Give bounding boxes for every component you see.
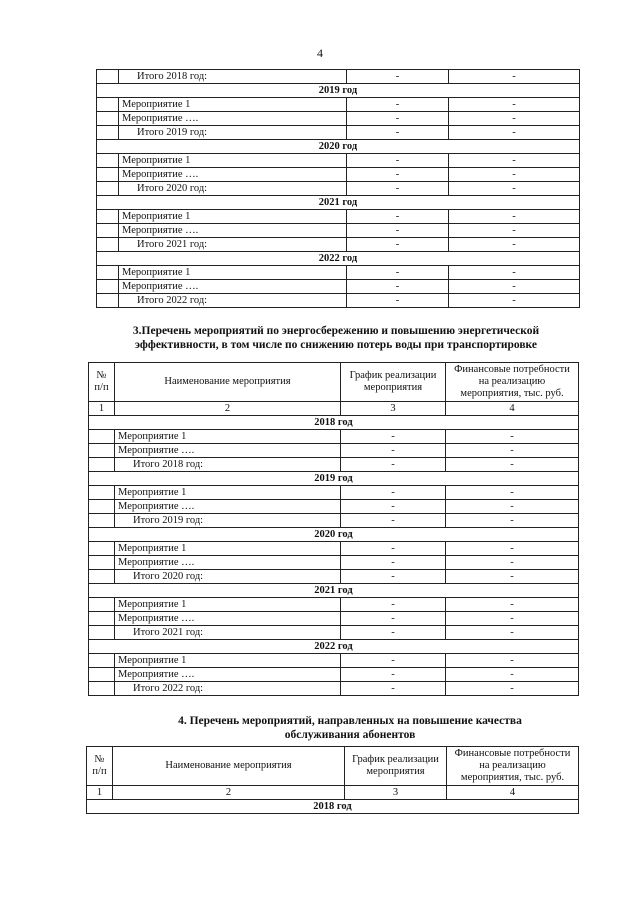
table-row (97, 280, 580, 294)
year-label: 2022 год (89, 640, 579, 654)
table-row (97, 98, 580, 112)
row-finance: - (446, 514, 579, 528)
row-name: Мероприятие 1 (119, 98, 347, 112)
table-row (89, 668, 579, 682)
row-name: Мероприятие 1 (119, 154, 347, 168)
row-finance: - (446, 654, 579, 668)
row-finance: - (446, 626, 579, 640)
year-row (97, 84, 580, 98)
row-finance: - (449, 98, 580, 112)
row-name: Мероприятие …. (115, 556, 341, 570)
row-finance: - (449, 294, 580, 308)
row-schedule: - (347, 210, 449, 224)
table-row (97, 266, 580, 280)
header-finance: Финансовые потребности на реализацию мероприятия, тыс. руб. (447, 747, 579, 786)
header-name: Наименование мероприятия (115, 363, 341, 402)
row-name: Мероприятие …. (115, 612, 341, 626)
row-schedule: - (347, 294, 449, 308)
year-label: 2021 год (97, 196, 580, 210)
row-name: Мероприятие …. (119, 112, 347, 126)
row-finance: - (446, 430, 579, 444)
row-name: Мероприятие …. (119, 280, 347, 294)
row-schedule: - (341, 486, 446, 500)
row-finance: - (446, 570, 579, 584)
row-name: Мероприятие …. (115, 668, 341, 682)
year-row (89, 640, 579, 654)
row-schedule: - (347, 182, 449, 196)
section-2-table-continuation (96, 69, 580, 308)
row-schedule: - (341, 626, 446, 640)
row-finance: - (446, 458, 579, 472)
row-name: Мероприятие …. (115, 444, 341, 458)
header-schedule: График реализации мероприятия (345, 747, 447, 786)
year-label: 2018 год (89, 416, 579, 430)
row-name: Итого 2022 год: (115, 682, 341, 696)
year-label: 2022 год (97, 252, 580, 266)
table-row (89, 486, 579, 500)
table-row (89, 682, 579, 696)
section-3-table (88, 362, 579, 696)
row-schedule: - (341, 444, 446, 458)
row-name: Мероприятие 1 (115, 654, 341, 668)
row-finance: - (449, 182, 580, 196)
row-schedule: - (341, 458, 446, 472)
table-row: Итого 2018 год: - - (97, 70, 580, 84)
year-label: 2018 год (87, 800, 579, 814)
row-finance: - (449, 238, 580, 252)
row-schedule: - (347, 266, 449, 280)
header-num: № п/п (87, 747, 113, 786)
row-name: Итого 2020 год: (115, 570, 341, 584)
year-row (89, 472, 579, 486)
year-label: 2019 год (97, 84, 580, 98)
table-row (89, 598, 579, 612)
row-name: Мероприятие …. (119, 168, 347, 182)
row-schedule: - (341, 654, 446, 668)
row-name: Мероприятие 1 (115, 598, 341, 612)
table-header-row (87, 747, 579, 786)
header-name: Наименование мероприятия (113, 747, 345, 786)
year-row (87, 800, 579, 814)
year-label: 2021 год (89, 584, 579, 598)
row-schedule: - (341, 570, 446, 584)
year-row (97, 196, 580, 210)
table-row (89, 500, 579, 514)
year-row (97, 252, 580, 266)
row-name: Итого 2021 год: (119, 238, 347, 252)
row-name: Итого 2022 год: (119, 294, 347, 308)
row-schedule: - (341, 430, 446, 444)
section-4-title: 4. Перечень мероприятий, направленных на повышение качества обслуживания абонентов (178, 715, 522, 741)
row-finance: - (449, 112, 580, 126)
row-schedule: - (347, 280, 449, 294)
table-header-row (89, 363, 579, 402)
year-row (89, 528, 579, 542)
page-number: 4 (317, 46, 323, 60)
table-row (89, 444, 579, 458)
row-schedule: - (347, 154, 449, 168)
header-schedule: График реализации мероприятия (341, 363, 446, 402)
year-label: 2020 год (89, 528, 579, 542)
row-schedule: - (341, 668, 446, 682)
year-label: 2020 год (97, 140, 580, 154)
table-row (89, 430, 579, 444)
table2-body (89, 416, 579, 696)
row-name: Итого 2018 год: (119, 70, 347, 84)
row-finance: - (446, 682, 579, 696)
table-row (97, 126, 580, 140)
table-row (89, 570, 579, 584)
year-row (97, 140, 580, 154)
row-finance: - (446, 486, 579, 500)
table-row (89, 542, 579, 556)
row-schedule: - (347, 224, 449, 238)
row-finance: - (446, 444, 579, 458)
header-finance: Финансовые потребности на реализацию мероприятия, тыс. руб. (446, 363, 579, 402)
row-finance: - (449, 224, 580, 238)
row-name: Мероприятие 1 (115, 542, 341, 556)
row-schedule: - (347, 112, 449, 126)
row-schedule: - (341, 514, 446, 528)
row-finance: - (449, 168, 580, 182)
row-finance: - (449, 210, 580, 224)
section-3-title: 3.Перечень мероприятий по энергосбережению и повышению энергетической эффективности, в том числе по снижению потерь воды при транспортировке (132, 325, 540, 351)
row-finance: - (449, 266, 580, 280)
row-schedule: - (347, 98, 449, 112)
row-name: Мероприятие 1 (115, 430, 341, 444)
row-name: Итого 2018 год: (115, 458, 341, 472)
table-row (97, 224, 580, 238)
row-name: Мероприятие …. (115, 500, 341, 514)
row-finance: - (446, 542, 579, 556)
table-row (97, 182, 580, 196)
row-schedule: - (347, 126, 449, 140)
row-finance: - (446, 598, 579, 612)
row-schedule: - (341, 542, 446, 556)
row-schedule: - (341, 682, 446, 696)
table-row (97, 154, 580, 168)
row-schedule: - (341, 556, 446, 570)
row-finance: - (446, 500, 579, 514)
column-number-row: 1 2 3 4 (89, 402, 579, 416)
table-row (89, 556, 579, 570)
row-name: Итого 2019 год: (115, 514, 341, 528)
table-row (97, 112, 580, 126)
section-4-table (86, 746, 579, 814)
table-row (97, 210, 580, 224)
table-row (97, 238, 580, 252)
table-row (89, 612, 579, 626)
row-name: Итого 2019 год: (119, 126, 347, 140)
row-name: Мероприятие 1 (119, 210, 347, 224)
row-name: Итого 2020 год: (119, 182, 347, 196)
row-finance: - (449, 280, 580, 294)
row-finance: - (449, 154, 580, 168)
row-name: Мероприятие …. (119, 224, 347, 238)
row-name: Мероприятие 1 (115, 486, 341, 500)
row-finance: - (446, 612, 579, 626)
table-row (89, 654, 579, 668)
header-num: № п/п (89, 363, 115, 402)
column-number-row: 1 2 3 4 (87, 786, 579, 800)
row-finance: - (449, 126, 580, 140)
row-schedule: - (347, 168, 449, 182)
year-row (89, 416, 579, 430)
table-row (97, 168, 580, 182)
row-finance: - (446, 556, 579, 570)
table-row (97, 294, 580, 308)
year-row (89, 584, 579, 598)
row-finance: - (446, 668, 579, 682)
row-schedule: - (341, 598, 446, 612)
table-row (89, 514, 579, 528)
table3-body (87, 800, 579, 814)
row-name: Итого 2021 год: (115, 626, 341, 640)
row-name: Мероприятие 1 (119, 266, 347, 280)
year-label: 2019 год (89, 472, 579, 486)
row-schedule: - (347, 238, 449, 252)
table1-body (97, 70, 580, 308)
row-schedule: - (341, 500, 446, 514)
table-row (89, 458, 579, 472)
row-schedule: - (341, 612, 446, 626)
table-row (89, 626, 579, 640)
